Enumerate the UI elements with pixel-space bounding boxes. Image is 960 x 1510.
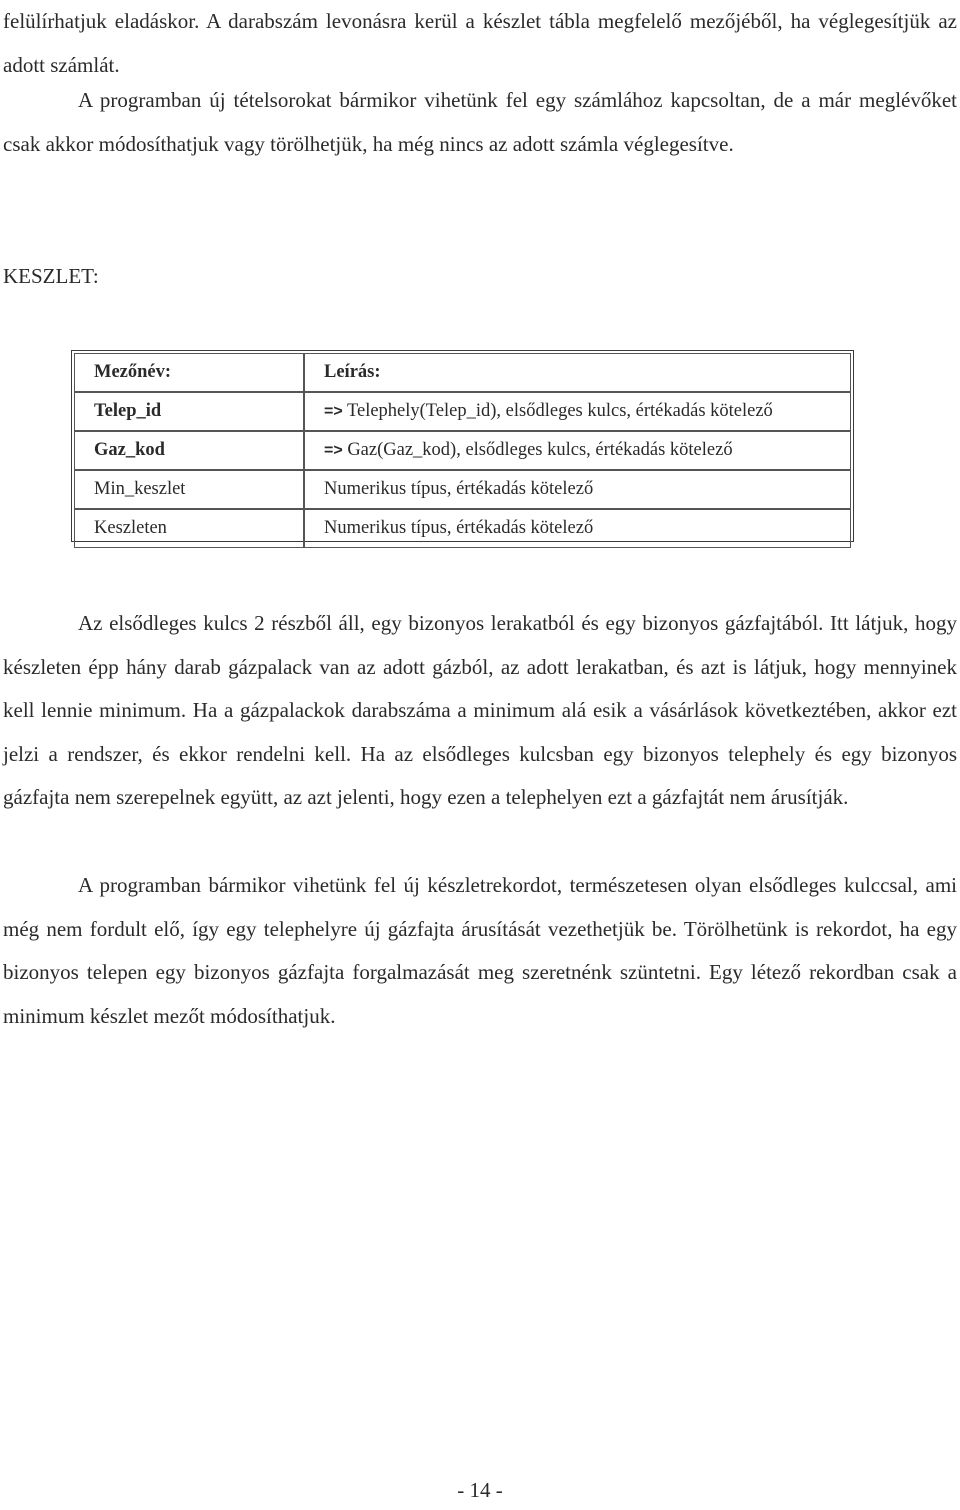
table-row	[74, 470, 851, 509]
field-table	[71, 350, 854, 542]
description-text: Numerikus típus, értékadás kötelező	[324, 479, 594, 499]
page-number: - 14 -	[457, 1478, 503, 1502]
table-row	[74, 392, 851, 431]
field-name: Gaz_kod	[74, 431, 304, 470]
arrow-marker: =>	[324, 403, 343, 420]
table-row	[74, 431, 851, 470]
field-description	[304, 392, 851, 431]
arrow-marker: =>	[324, 442, 343, 459]
field-name: Min_keszlet	[74, 470, 304, 509]
section-title: KESZLET:	[3, 264, 99, 288]
description-text: Gaz(Gaz_kod), elsődleges kulcs, értékadás kötelező	[342, 440, 733, 460]
field-name: Telep_id	[74, 392, 304, 431]
table-header-row	[74, 353, 851, 392]
paragraph-new-record: A programban bármikor vihetünk fel új készletrekordot, természetesen olyan elsődleges kulccsal, ami még nem fordult elő, így egy telephelyre új gázfajta árusítását vezethetjük be. Törölhetünk is rekordot, ha egy bizonyos telepen egy bizonyos gázfajta forgalmazását meg szeretnénk szüntetni. Egy létező rekordban csak a minimum készlet mezőt módosíthatjuk.	[3, 873, 957, 1028]
paragraph-intro-tail: felülírhatjuk eladáskor. A darabszám levonásra kerül a készlet tábla megfelelő mezőjéből, ha véglegesítjük az adott számlát.	[3, 9, 957, 77]
paragraph-intro-second: A programban új tételsorokat bármikor vihetünk fel egy számlához kapcsoltan, de a már meglévőket csak akkor módosíthatjuk vagy törölhetjük, ha még nincs az adott számla véglegesítve.	[3, 88, 957, 156]
field-description	[304, 431, 851, 470]
field-description	[304, 470, 851, 509]
field-description	[304, 509, 851, 548]
description-text: Telephely(Telep_id), elsődleges kulcs, értékadás kötelező	[342, 401, 773, 421]
description-text: Numerikus típus, értékadás kötelező	[324, 518, 594, 538]
field-name: Keszleten	[74, 509, 304, 548]
header-field-name: Mezőnév:	[74, 353, 304, 392]
table-row	[74, 509, 851, 548]
header-description: Leírás:	[304, 353, 851, 392]
paragraph-primary-key: Az elsődleges kulcs 2 részből áll, egy bizonyos lerakatból és egy bizonyos gázfajtából. Itt látjuk, hogy készleten épp hány darab gázpalack van az adott gázból, az adott lerakatban, és azt is látjuk, hogy mennyinek kell lennie minimum. Ha a gázpalackok darabszáma a minimum alá esik a vásárlások következtében, akkor ezt jelzi a rendszer, és ekkor rendelni kell. Ha az elsődleges kulcsban egy bizonyos telephely és egy bizonyos gázfajta nem szerepelnek együtt, az azt jelenti, hogy ezen a telephelyen ezt a gázfajtát nem árusítják.	[3, 611, 957, 809]
